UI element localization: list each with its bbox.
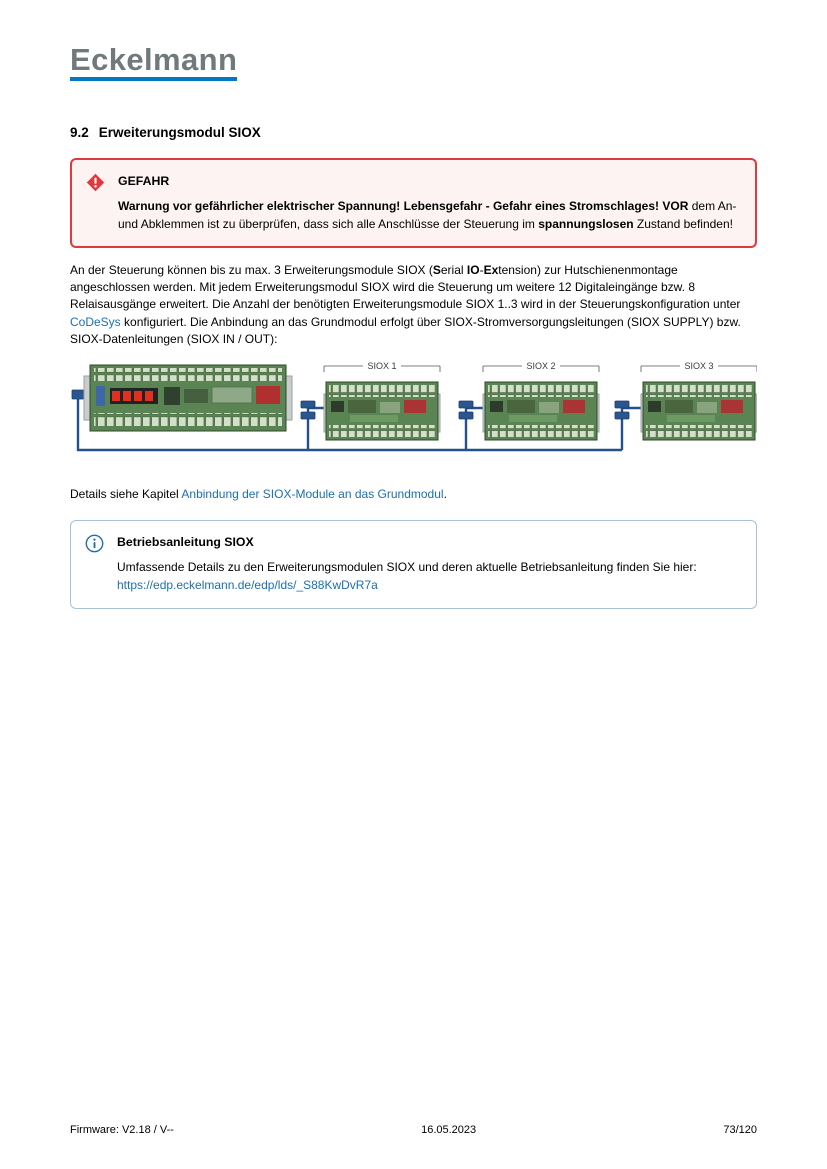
siox-module-2-image (483, 382, 599, 440)
info-note-box (70, 520, 757, 609)
siox-diagram-svg (70, 360, 757, 464)
info-text (117, 559, 741, 595)
danger-box (70, 158, 757, 248)
main-module-image (84, 365, 292, 431)
siox-diagram (70, 360, 757, 469)
danger-spannungslosen: spannungslosen (538, 216, 634, 231)
siox-label-2: SIOX 2 (526, 360, 556, 371)
warning-diamond-icon-svg (86, 173, 105, 192)
intro-run-1: An der Steuerung können bis zu max. 3 Erweiterungsmodule SIOX ( (70, 263, 433, 278)
section-title: Erweiterungsmodul SIOX (98, 125, 261, 140)
info-icon (85, 534, 104, 595)
intro-bold-ex: Ex (483, 263, 499, 278)
danger-text-run-1: dem An- und Abklemmen ist zu überprüfen, dass sich alle Anschlüsse der Steuerung im (118, 199, 737, 231)
siox-module-1-image (324, 382, 440, 440)
danger-vor: VOR (662, 199, 689, 213)
footer-page-number: 73/120 (723, 1124, 757, 1136)
footer-date: 16.05.2023 (421, 1124, 477, 1136)
danger-title: GEFAHR (118, 174, 170, 188)
intro-run-4: tension) zur Hutschienenmontage angeschlossen werden. Mit jedem Erweiterungsmodul SIOX wird die Steuerung um weitere 12 Digitaleingänge bzw. 8 Relaisausgänge erweitert. Die Anzahl der benötigten Erweiterungsmodule SIOX 1..3 wird in der Steuerungskonfiguration unter (70, 263, 741, 312)
info-body-text: Umfassende Details zu den Erweiterungsmodulen SIOX und deren aktuelle Betriebsanleitung finden Sie hier: (117, 559, 697, 574)
info-box-body (117, 534, 741, 595)
intro-bold-s: S (432, 263, 441, 278)
siox-label-1: SIOX 1 (367, 360, 397, 371)
siox-label-3: SIOX 3 (684, 360, 714, 371)
danger-box-body (118, 173, 740, 233)
intro-run-5: konfiguriert. Die Anbindung an das Grundmodul erfolgt über SIOX-Stromversorgungsleitungen (SIOX SUPPLY) bzw. SIOX-Datenleitungen (SIOX IN / OUT): (70, 314, 741, 346)
danger-text (118, 198, 740, 233)
eckelmann-logo-text: Eckelmann (70, 44, 237, 81)
intro-bold-io: IO (466, 263, 480, 278)
section-heading (70, 125, 757, 140)
danger-text-run-2: Zustand befinden! (633, 216, 733, 231)
page-footer (70, 1124, 757, 1136)
intro-paragraph (70, 262, 757, 348)
chapter-link[interactable]: Anbindung der SIOX-Module an das Grundmodul (181, 486, 444, 501)
details-line (70, 486, 757, 503)
intro-run-3: - (479, 263, 484, 278)
footer-firmware: Firmware: V2.18 / V-- (70, 1124, 174, 1136)
info-title: Betriebsanleitung SIOX (117, 534, 254, 549)
danger-warning-sentence: Warnung vor gefährlicher elektrischer Spannung! Lebensgefahr - Gefahr eines Stromschlages! (118, 199, 660, 213)
warning-diamond-icon (86, 173, 105, 233)
siox-module-3-image (641, 382, 757, 440)
info-icon-svg (85, 534, 104, 553)
section-number: 9.2 (70, 125, 89, 140)
codesys-link[interactable]: CoDeSys (70, 314, 121, 329)
details-suffix: . (443, 486, 447, 501)
intro-run-2: erial (440, 263, 467, 278)
edp-link[interactable]: https://edp.eckelmann.de/edp/lds/_S88KwDvR7a (117, 578, 378, 593)
eckelmann-logo (70, 44, 757, 81)
details-prefix: Details siehe Kapitel (70, 486, 182, 501)
